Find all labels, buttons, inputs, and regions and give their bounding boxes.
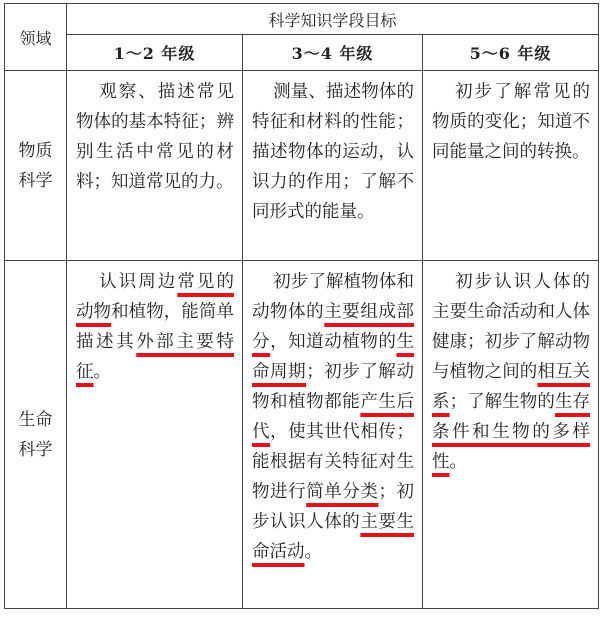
text-segment: ；初步认识人体的 [252, 482, 414, 532]
domain-label-line: 物质 [18, 140, 53, 161]
highlighted-phrase: 生命周期 [252, 332, 414, 382]
goal-cell [423, 71, 599, 261]
level-header-3: 5～6 年级 [423, 35, 599, 71]
domain-label-line: 科学 [18, 439, 53, 460]
goal-cell [243, 71, 423, 261]
level-header-1: 1～2 年级 [67, 35, 243, 71]
text-segment: ，知道动植物的 [270, 332, 397, 352]
text-segment: 。 [304, 542, 322, 562]
text-segment: 认识周边 [97, 272, 178, 292]
domain-label-line: 科学 [18, 170, 53, 191]
highlighted-phrase: 常见的动物 [76, 272, 235, 322]
domain-header: 领域 [5, 4, 67, 71]
highlighted-phrase: 相互关系 [432, 362, 590, 412]
text-segment: ；了解生物的 [449, 392, 555, 412]
domain-cell-life [5, 261, 67, 609]
highlighted-phrase: 主要生命活动 [252, 512, 414, 562]
text-segment: 和植物，能简单描述其 [76, 302, 234, 352]
goal-cell [243, 261, 423, 609]
text-segment: 观察、描述常见物体的基本特征；辨别生活中常见的材料；知道常见的力。 [76, 82, 234, 192]
text-segment: 初步了解植物体和动物体的 [252, 272, 414, 322]
highlighted-phrase: 产生后代 [252, 392, 414, 442]
level-header-2: 3～4 年级 [243, 35, 423, 71]
goal-header: 科学知识学段目标 [67, 4, 599, 35]
domain-label-line: 生命 [18, 409, 53, 430]
goal-cell [67, 71, 243, 261]
highlighted-phrase: 主要组成部分 [252, 302, 414, 352]
text-segment: 。 [93, 362, 111, 382]
text-segment: 初步认识人体的主要生命活动和人体健康；初步了解动物与植物之间的 [432, 272, 590, 382]
text-segment: ；初步了解动物和植物都能 [252, 362, 414, 412]
text-segment: 。 [449, 452, 467, 472]
domain-cell-matter [5, 71, 67, 261]
text-segment: 测量、描述物体的特征和材料的性能；描述物体的运动，认识力的作用；了解不同形式的能量。 [252, 82, 414, 222]
text-segment: 初步了解常见的物质的变化；知道不同能量之间的转换。 [432, 82, 590, 162]
highlighted-phrase: 生存条件和生物的多样性 [432, 392, 590, 472]
goal-cell [67, 261, 243, 609]
highlighted-phrase: 简单分类 [306, 482, 379, 502]
text-segment: ，使其世代相传；能根据有关特征对生物进行 [252, 422, 414, 502]
science-goals-table [4, 3, 599, 609]
highlighted-phrase: 外部主要特征 [76, 332, 235, 382]
goal-cell [423, 261, 599, 609]
